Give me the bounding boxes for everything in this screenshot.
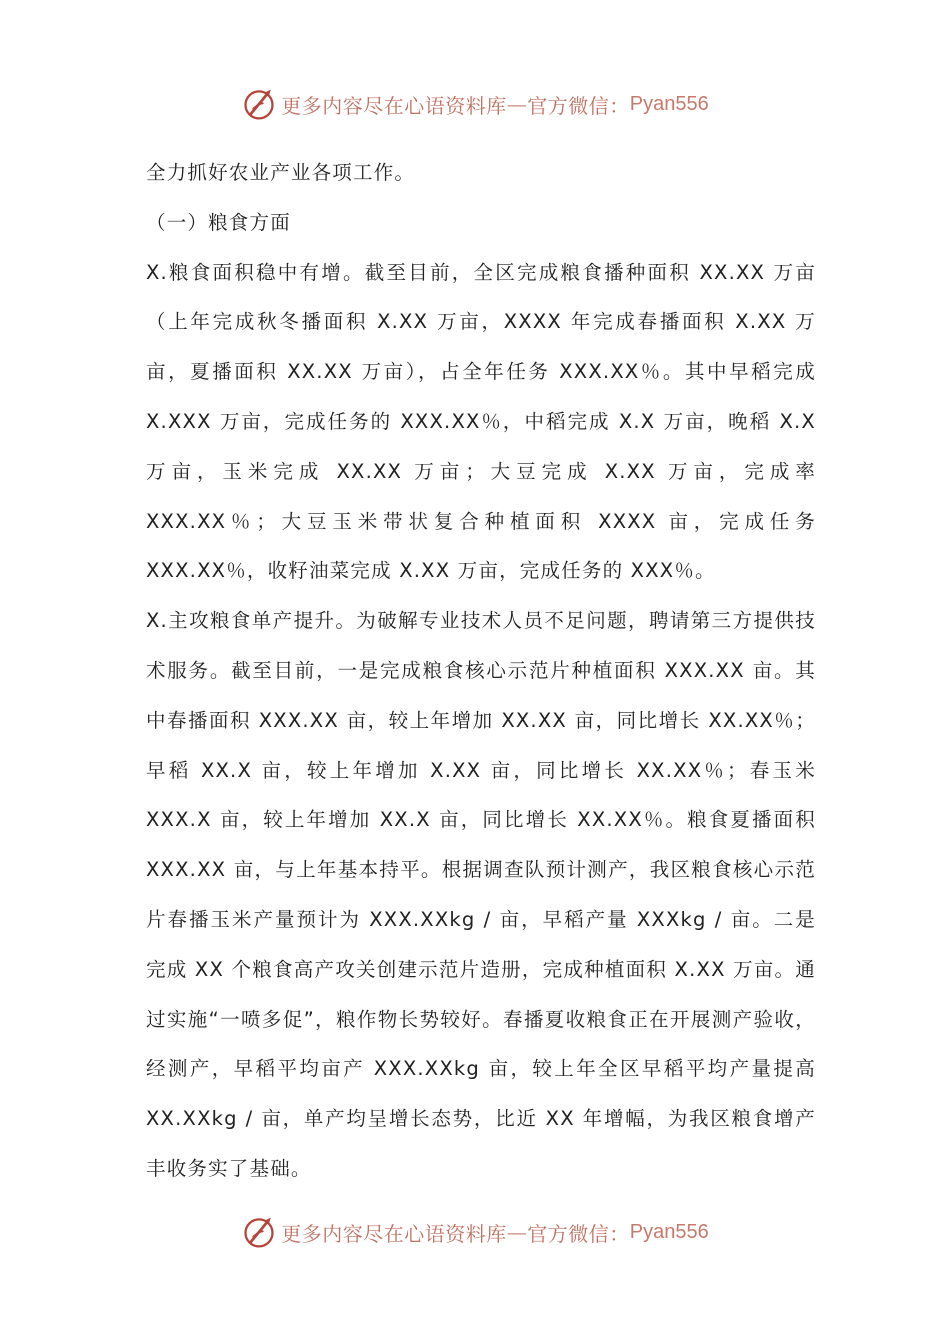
watermark-site-text: 更多内容尽在心语资料库: [281, 1221, 507, 1246]
watermark-label: 官方微信：: [527, 93, 630, 118]
watermark-dash: —: [506, 1220, 528, 1244]
watermark-dash: —: [506, 92, 528, 116]
paragraph-grain-yield: X.主攻粮食单产提升。为破解专业技术人员不足问题，聘请第三方提供技术服务。截至目前，一是完成粮食核心示范片种植面积 XXX.XX 亩。其中春播面积 XXX.XX 亩，较上年增加 XX.XX 亩，同比增长 XX.XX％；早稻 XX.X 亩，较上年增加 X.XX 亩，同比增长 XX.XX％；春玉米 XXX.X 亩，较上年增加 XX.X 亩，同比增长 XX.XX％。粮食夏播面积 XXX.XX 亩，与上年基本持平。根据调查队预计测产，我区粮食核心示范片春播玉米产量预计为 XXX.XXkg / 亩，早稻产量 XXXkg / 亩。二是完成 XX 个粮食高产攻关创建示范片造册，完成种植面积 X.XX 万亩。通过实施“一喷多促”，粮作物长势较好。春播夏收粮食正在开展测产验收，经测产，早稻平均亩产 XXX.XXkg 亩，较上年全区早稻平均产量提高 XX.XXkg / 亩，单产均呈增长态势，比近 XX 年增幅，为我区粮食增产丰收务实了基础。: [146, 609, 816, 1180]
document-body: [146, 148, 816, 1194]
pen-logo-icon: [241, 1214, 277, 1250]
section-heading-grain: （一）粮食方面: [146, 210, 291, 234]
watermark-account: Pyan556: [629, 1220, 709, 1243]
watermark-label: 官方微信：: [527, 1221, 630, 1246]
paragraph-intro: 全力抓好农业产业各项工作。: [146, 161, 416, 184]
watermark-site-text: 更多内容尽在心语资料库: [281, 93, 507, 118]
header-watermark: [0, 84, 950, 124]
paragraph-grain-area: X.粮食面积稳中有增。截至目前，全区完成粮食播种面积 XX.XX 万亩（上年完成秋冬播面积 X.XX 万亩，XXXX 年完成春播面积 X.XX 万亩，夏播面积 XX.XX 万亩），占全年任务 XXX.XX％。其中早稻完成 X.XXX 万亩，完成任务的 XXX.XX％，中稻完成 X.X 万亩，晚稻 X.X 万亩，玉米完成 XX.XX 万亩；大豆完成 X.XX 万亩，完成率 XXX.XX％；大豆玉米带状复合种植面积 XXXX 亩，完成任务 XXX.XX％，收籽油菜完成 X.XX 万亩，完成任务的 XXX％。: [146, 260, 816, 583]
pen-logo-icon: [241, 86, 277, 122]
footer-watermark: [0, 1212, 950, 1252]
watermark-account: Pyan556: [629, 92, 709, 115]
